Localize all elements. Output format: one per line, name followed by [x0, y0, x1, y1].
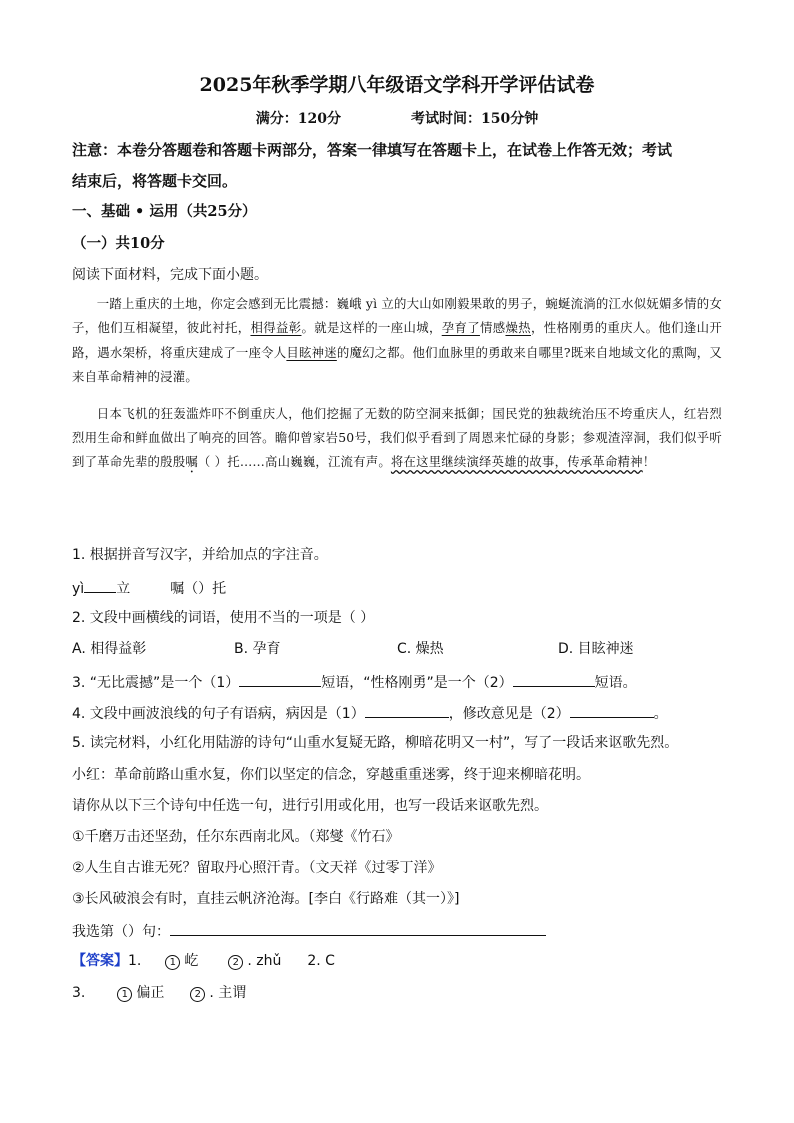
choice-line: 我选第（）句：: [72, 920, 546, 942]
underlined-phrase: 相得益彰: [250, 320, 302, 336]
notice-line-1: 注意：本卷分答题卷和答题卡两部分，答案一律填写在答题卡上，在试卷上作答无效；考试: [72, 141, 673, 159]
option-a[interactable]: A. 相得益彰: [72, 641, 147, 657]
full-score: 满分：120分: [255, 111, 341, 127]
option-c[interactable]: C. 燥热: [397, 641, 444, 657]
circled-number: 2: [228, 955, 243, 970]
answer-line-1: 【答案】1. 1 屹 2 . zhǔ 2. C: [72, 953, 335, 969]
question-2: 2. 文段中画横线的词语，使用不当的一项是（ ）: [72, 610, 375, 626]
exam-time: 考试时间：150分钟: [411, 111, 539, 127]
subsection-title: （一）共10分: [72, 235, 165, 252]
passage-paragraph-1: 一踏上重庆的土地，你定会感到无比震撼：巍峨 yì 立的大山如刚毅果敢的男子，蜿蜒流淌的江水似妩媚多情的女子，他们互相凝望，彼此衬托，相得益彰。就是这样的一座山城，孕育了情感燥热，性格刚勇的重庆人。他们逢山开路，遇水架桥，将重庆建成了一座令人目眩神迷的魔幻之都。他们血脉里的勇敢来自哪里?既来自地域文化的熏陶，又来自革命精神的浸灌。: [72, 296, 723, 385]
answer-line[interactable]: [170, 920, 546, 936]
answer-tag: 【答案】: [72, 953, 128, 969]
option-d[interactable]: D. 目眩神迷: [558, 641, 634, 657]
exam-meta: [0, 108, 794, 128]
section-title: 一、基础 • 运用（共25分）: [72, 203, 257, 220]
question-2-options: [72, 639, 722, 659]
answer-blank[interactable]: [365, 702, 449, 718]
notice-line-2: 结束后，将答题卡交回。: [72, 172, 238, 190]
circled-number: 1: [117, 987, 132, 1002]
poem-option-1: ①千磨万击还坚劲，任尔东西南北风。（郑燮《竹石》: [72, 829, 400, 845]
answer-blank[interactable]: [84, 577, 116, 593]
underlined-phrase: 目眩神迷: [286, 344, 337, 360]
question-1: 1. 根据拼音写汉字，并给加点的字注音。: [72, 547, 328, 563]
instruction: 阅读下面材料，完成下面小题。: [72, 267, 268, 283]
answer-blank[interactable]: [513, 671, 595, 687]
xiaohong-example: 小红：革命前路山重水复，你们以坚定的信念，穿越重重迷雾，终于迎来柳暗花明。: [72, 767, 590, 783]
exam-title: 2025年秋季学期八年级语文学科开学评估试卷: [199, 74, 595, 96]
question-5-instruction: 请你从以下三个诗句中任选一句，进行引用或化用，也写一段话来讴歌先烈。: [72, 798, 548, 814]
poem-option-2: ②人生自古谁无死？留取丹心照汗青。（文天祥《过零丁洋》: [72, 860, 442, 876]
circled-number: 1: [165, 955, 180, 970]
answer-line-2: 3. 1 偏正 2 . 主谓: [72, 985, 247, 1001]
question-4: 4. 文段中画波浪线的句子有语病，病因是（1） ，修改意见是（2） 。: [72, 702, 668, 724]
answer-blank[interactable]: [239, 671, 321, 687]
dotted-character: 嘱: [185, 454, 198, 470]
wavy-underlined-sentence: 将在这里继续演绎英雄的故事，传承革命精神: [390, 454, 643, 470]
answer-blank[interactable]: [570, 702, 654, 718]
question-3: 3. “无比震撼”是一个（1） 短语，“性格刚勇”是一个（2） 短语。: [72, 671, 637, 693]
passage-paragraph-2: 日本飞机的狂轰滥炸吓不倒重庆人，他们挖掘了无数的防空洞来抵御；国民党的独裁统治压不垮重庆人，红岩烈烈用生命和鲜血做出了响亮的回答。瞻仰曾家岩50号，我们似乎看到了周恩来忙碌的身影；参观渣滓洞，我们似乎听到了革命先辈的殷殷嘱（ ）托……高山巍巍，江流有声。将在这里继续演绎英雄的故事，传承革命精神！: [72, 405, 722, 470]
question-1-items: yì 立 嘱（）托: [72, 577, 226, 599]
poem-option-3: ③长风破浪会有时，直挂云帆济沧海。[李白《行路难（其一）》]: [72, 891, 460, 907]
circled-number: 2: [190, 987, 205, 1002]
option-b[interactable]: B. 孕育: [234, 641, 281, 657]
reading-passage: [72, 292, 722, 476]
question-5: 5. 读完材料，小红化用陆游的诗句“山重水复疑无路，柳暗花明又一村”，写了一段话来讴歌先烈。: [72, 735, 679, 751]
underlined-phrase: 孕育了: [441, 320, 480, 336]
underlined-phrase: 燥热: [505, 320, 531, 336]
